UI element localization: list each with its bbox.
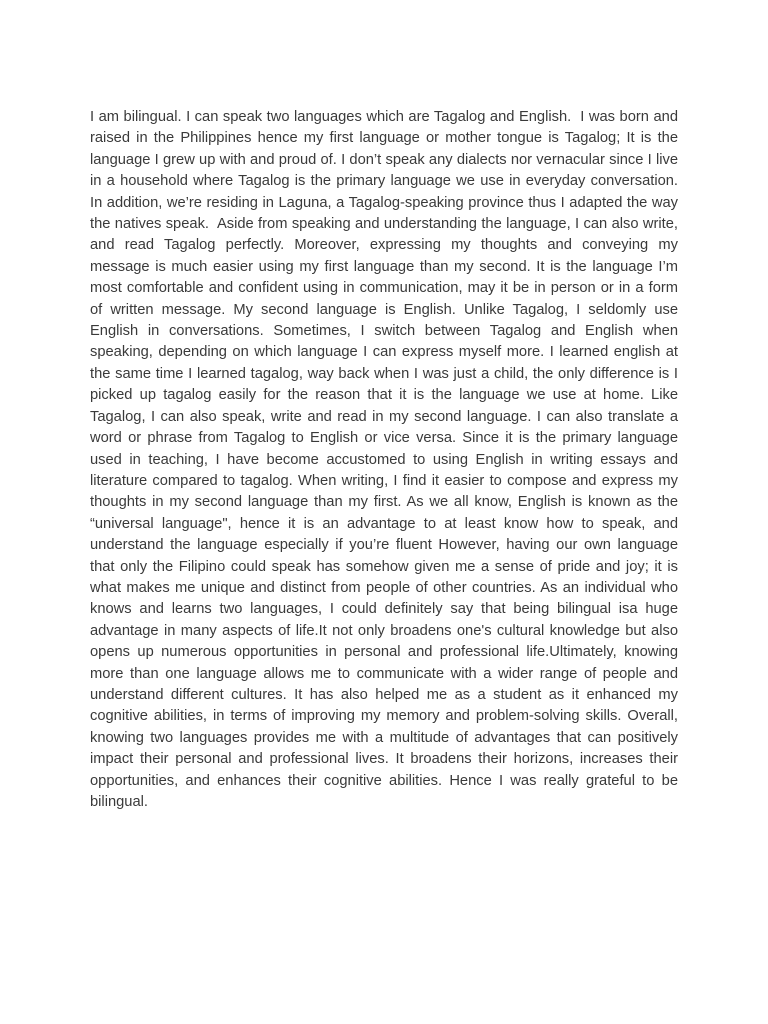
essay-paragraph: I am bilingual. I can speak two languages which are Tagalog and English. I was born and raised in the Philippines hence my first language or mother tongue is Tagalog; It is the language I grew up with and proud of. I don’t speak any dialects nor vernacular since I live in a household where Tagalog is the primary language we use in everyday conversation. In addition, we’re residing in Laguna, a Tagalog-speaking province thus I adapted the way the natives speak. Aside from speaking and understanding the language, I can also write, and read Tagalog perfectly. Moreover, expressing my thoughts and conveying my message is much easier using my first language than my second. It is the language I’m most comfortable and confident using in communication, may it be in person or in a form of written message. My second language is English. Unlike Tagalog, I seldomly use English in conversations. Sometimes, I switch between Tagalog and English when speaking, depending on which language I can express myself more. I learned english at the same time I learned tagalog, way back when I was just a child, the only difference is I picked up tagalog easily for the reason that it is the language we use at home. Like Tagalog, I can also speak, write and read in my second language. I can also translate a word or phrase from Tagalog to English or vice versa. Since it is the primary language used in teaching, I have become accustomed to using English in writing essays and literature compared to tagalog. When writing, I find it easier to compose and express my thoughts in my second language than my first. As we all know, English is known as the “universal language", hence it is an advantage to at least know how to speak, and understand the language especially if you’re fluent However, having our own language that only the Filipino could speak has somehow given me a sense of pride and joy; it is what makes me unique and distinct from people of other countries. As an individual who knows and learns two languages, I could definitely say that being bilingual isa huge advantage in many aspects of life.It not only broadens one's cultural knowledge but also opens up numerous opportunities in personal and professional life.Ultimately, knowing more than one language allows me to communicate with a wider range of people and understand different cultures. It has also helped me as a student as it enhanced my cognitive abilities, in terms of improving my memory and problem-solving skills. Overall, knowing two languages provides me with a multitude of advantages that can positively impact their personal and professional lives. It broadens their horizons, increases their opportunities, and enhances their cognitive abilities. Hence I was really grateful to be bilingual. xyxy=(90,109,683,810)
